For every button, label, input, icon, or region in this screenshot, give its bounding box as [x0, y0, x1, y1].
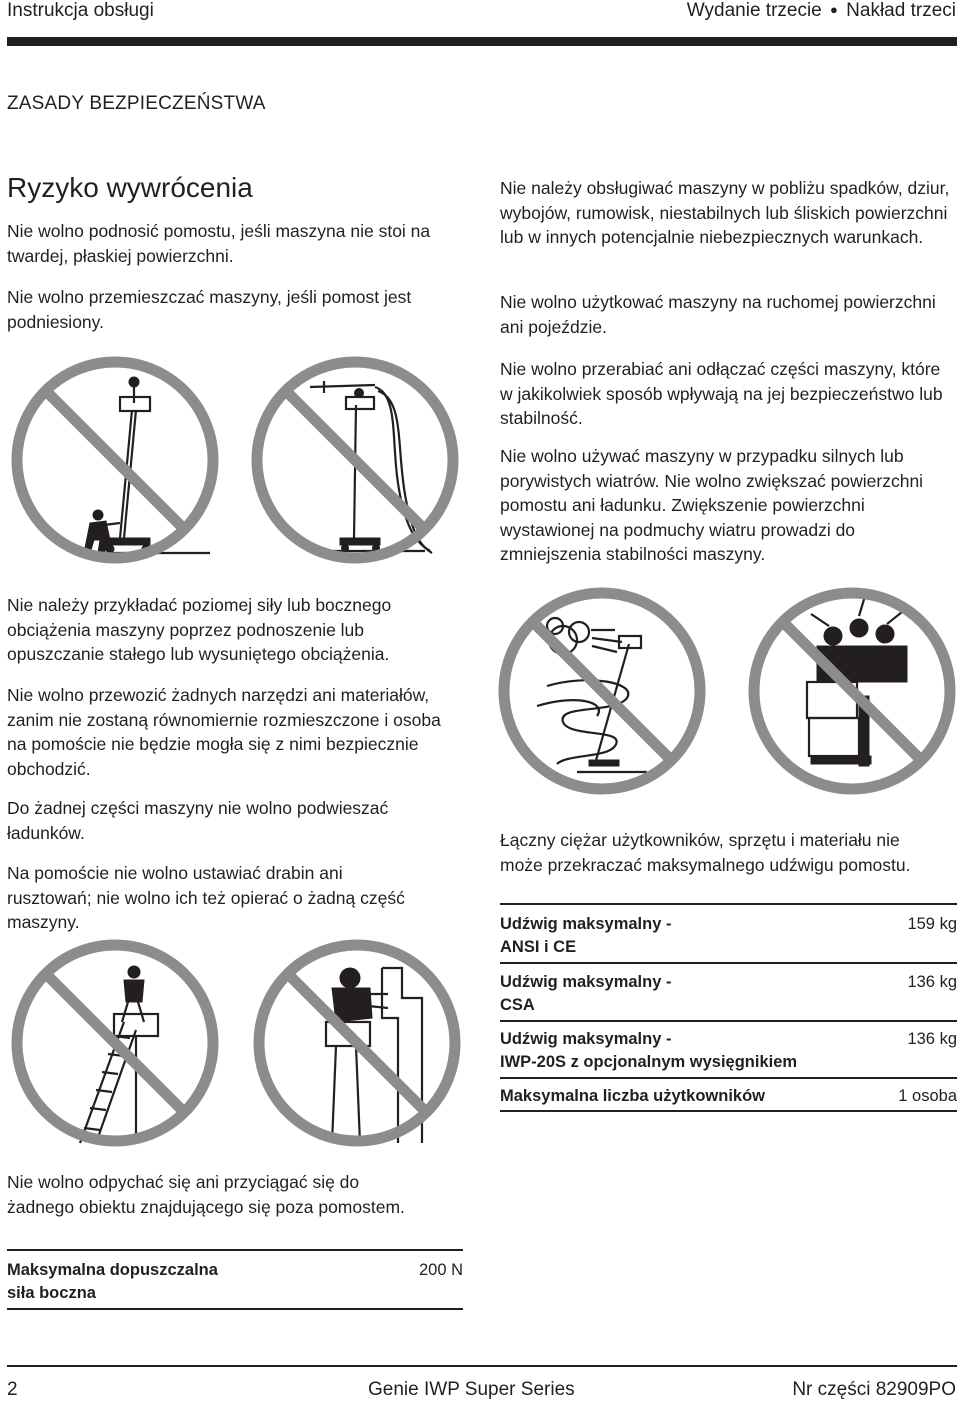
footer-rule [7, 1365, 957, 1367]
bullet-icon: ● [830, 2, 838, 17]
row-label-line1: Udźwig maksymalny - [500, 915, 672, 933]
table-row [500, 913, 957, 959]
paragraph-right-1: Nie należy obsługiwać maszyny w pobliżu spadków, dziur, wybojów, rumowisk, niestabilnych lub śliskich powierzchni lub w innych potencjalnie niebezpiecznych warunkach. [500, 178, 950, 247]
table-row [500, 971, 957, 1017]
header-printing-text: Nakład trzeci [846, 0, 956, 21]
header-manual-title: Instrukcja obsługi [7, 0, 154, 21]
side-force-label [7, 1259, 347, 1304]
prohibited-push-pull-icon [252, 938, 462, 1148]
footer-product-name: Genie IWP Super Series [368, 1379, 575, 1400]
row-label-line1: Udźwig maksymalny - [500, 973, 672, 991]
side-force-top-rule [7, 1249, 463, 1251]
table-bottom-rule [500, 1110, 957, 1112]
paragraph-left-5: Do żadnej części maszyny nie wolno podwieszać ładunków. [7, 798, 389, 843]
side-force-bottom-rule [7, 1308, 463, 1310]
header-edition [687, 0, 956, 22]
row-value: 1 osoba [898, 1087, 957, 1105]
paragraph-right-2: Nie wolno użytkować maszyny na ruchomej powierzchni ani pojeździe. [500, 292, 936, 337]
side-force-label-line1: Maksymalna dopuszczalna [7, 1261, 218, 1279]
prohibited-tilted-lift-icon [10, 355, 220, 565]
table-row [500, 1085, 957, 1109]
paragraph-right-5: Łączny ciężar użytkowników, sprzętu i materiału nie może przekraczać maksymalnego udźwigu pomostu. [500, 830, 911, 875]
paragraph-left-3: Nie należy przykładać poziomej siły lub bocznego obciążenia maszyny poprzez podnoszenie lub opuszczanie stałego lub wysuniętego obciążenia. [7, 595, 392, 664]
prohibited-overload-icon [747, 586, 957, 796]
paragraph-right-3: Nie wolno przerabiać ani odłączać części maszyny, które w jakikolwiek sposób wpływają na jej bezpieczeństwo lub stabilność. [500, 359, 943, 428]
row-label-line2: CSA [500, 995, 535, 1014]
row-value: 136 kg [907, 1030, 957, 1048]
row-label-line2: ANSI i CE [500, 937, 577, 956]
footer-part-number: Nr części 82909PO [792, 1379, 956, 1400]
row-label-line1: Udźwig maksymalny - [500, 1030, 672, 1048]
table-row [7, 1259, 463, 1305]
row-label [500, 1028, 900, 1073]
page-title: Ryzyko wywrócenia [7, 172, 253, 203]
header-rule [7, 37, 957, 46]
paragraph-left-6: Na pomoście nie wolno ustawiać drabin ani rusztowań; nie wolno ich też opierać o żadną część maszyny. [7, 863, 405, 932]
paragraph-left-4: Nie wolno przewozić żadnych narzędzi ani materiałów, zanim nie zostaną równomiernie rozmieszczone i osoba na pomoście nie będzie mogła się z nimi bezpiecznie obchodzić. [7, 685, 441, 779]
row-value: 136 kg [907, 973, 957, 991]
table-rule [500, 1020, 957, 1022]
side-force-value: 200 N [418, 1261, 463, 1279]
paragraph-left-1: Nie wolno podnosić pomostu, jeśli maszyna nie stoi na twardej, płaskiej powierzchni. [7, 221, 431, 266]
row-label [500, 913, 840, 958]
prohibited-ladder-icon [10, 938, 220, 1148]
row-label: Maksymalna liczba użytkowników [500, 1087, 765, 1105]
row-label-line2: IWP-20S z opcjonalnym wysięgnikiem [500, 1052, 798, 1071]
paragraph-right-4: Nie wolno używać maszyny w przypadku silnych lub porywistych wiatrów. Nie wolno zwiększać powierzchni pomostu ani ładunku. Zwiększenie powierzchni wystawionej na podmuchy wiatru prowadzi do zmniejszenia stabilności maszyny. [500, 446, 924, 564]
page-number: 2 [7, 1379, 18, 1400]
prohibited-wind-icon [497, 586, 707, 796]
row-label [500, 971, 840, 1016]
header-edition-text: Wydanie trzecie [686, 0, 822, 21]
side-force-label-line2: siła boczna [7, 1283, 96, 1302]
table-rule [500, 1077, 957, 1079]
table-top-rule [500, 903, 957, 905]
paragraph-left-7: Nie wolno odpychać się ani przyciągać się do żadnego obiektu znajdującego się poza pomostem. [7, 1172, 405, 1217]
table-rule [500, 962, 957, 964]
prohibited-side-load-icon [250, 355, 460, 565]
paragraph-left-2: Nie wolno przemieszczać maszyny, jeśli pomost jest podniesiony. [7, 287, 412, 332]
table-row [500, 1028, 957, 1074]
section-heading: ZASADY BEZPIECZEŃSTWA [7, 93, 266, 114]
row-value: 159 kg [907, 915, 957, 933]
